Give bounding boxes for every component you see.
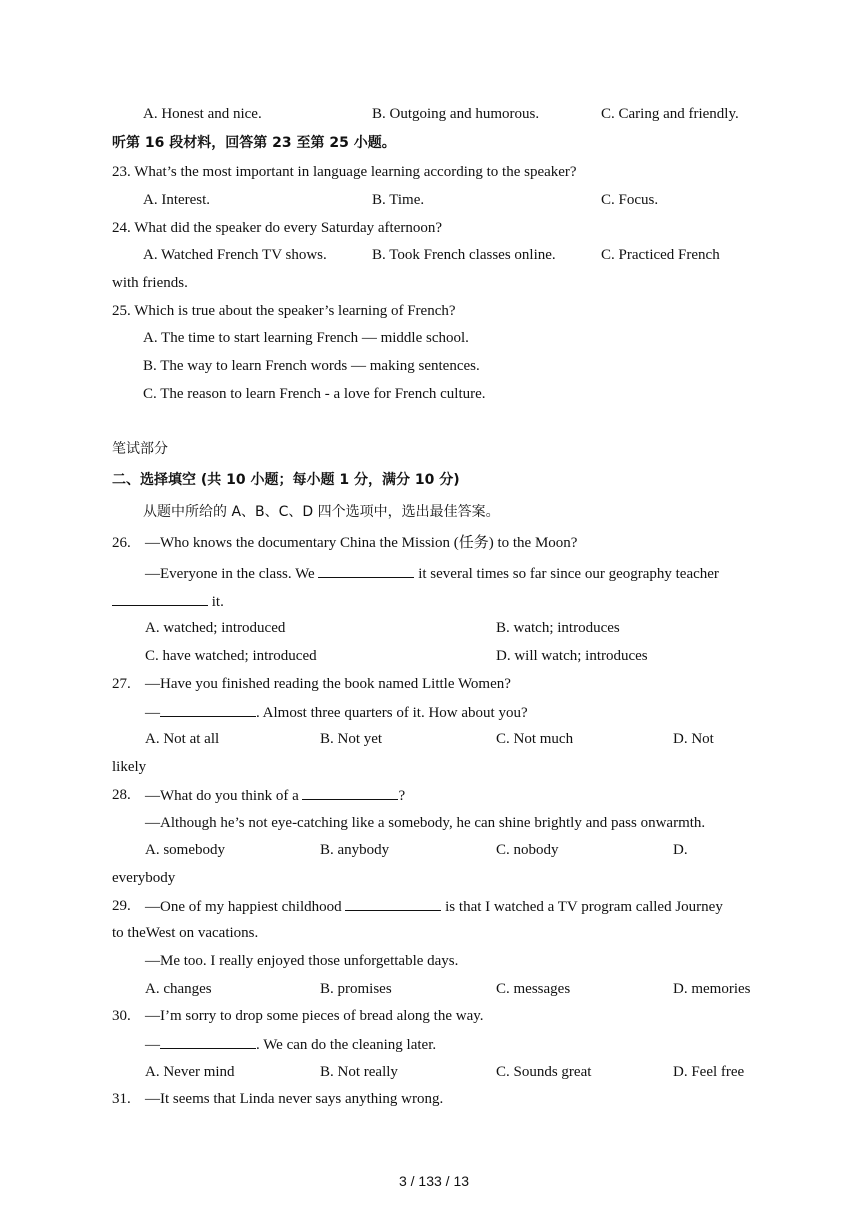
- q26-line2-text: —Everyone in the class. We: [145, 566, 315, 582]
- q30-option-a: A. Never mind: [145, 1064, 235, 1080]
- q29-option-b: B. promises: [320, 981, 392, 997]
- q29-line1-text-b: is that I watched a TV program called Journey: [445, 899, 723, 915]
- section-16-heading: 听第 16 段材料，回答第 23 至第 25 小题。: [112, 135, 396, 151]
- q28-line1-q: ?: [398, 788, 406, 804]
- q24-option-c: C. Practiced French: [601, 247, 720, 263]
- q27-number: 27.: [112, 676, 131, 692]
- q30-option-c: C. Sounds great: [496, 1064, 592, 1080]
- q29-line1: [145, 896, 723, 917]
- q29-option-d: D. memories: [673, 981, 751, 997]
- q26-line1: —Who knows the documentary China the Mission (任务) to the Moon?: [145, 535, 578, 551]
- q25-option-b: B. The way to learn French words — making sentences.: [143, 358, 480, 374]
- answer-blank: [302, 785, 398, 800]
- q27-line1: —Have you finished reading the book named Little Women?: [145, 676, 511, 692]
- q27-line2-text: . Almost three quarters of it. How about you?: [256, 705, 528, 721]
- q27-option-d-cont: likely: [112, 759, 147, 775]
- option-a: A. Honest and nice.: [143, 106, 262, 122]
- option-c: C. Caring and friendly.: [601, 106, 739, 122]
- q29-line2: —Me too. I really enjoyed those unforgettable days.: [145, 953, 459, 969]
- answer-blank: [345, 896, 441, 911]
- q28-line1-text: —What do you think of a: [145, 788, 299, 804]
- q25-stem: 25. Which is true about the speaker’s learning of French?: [112, 303, 456, 319]
- q29-number: 29.: [112, 898, 131, 914]
- q27-option-d: D. Not: [673, 731, 714, 747]
- q27-option-a: A. Not at all: [145, 731, 220, 747]
- q30-option-d: D. Feel free: [673, 1064, 745, 1080]
- q26-line3: [112, 591, 224, 612]
- q23-option-b: B. Time.: [372, 192, 425, 208]
- q24-stem: 24. What did the speaker do every Saturday afternoon?: [112, 220, 443, 236]
- q31-number: 31.: [112, 1091, 131, 1107]
- q30-line2-dash: —: [145, 1037, 160, 1053]
- q27-line2: [145, 702, 528, 723]
- q30-line2: [145, 1034, 436, 1055]
- q26-option-b: B. watch; introduces: [496, 620, 620, 636]
- q29-line1-text: —One of my happiest childhood: [145, 899, 342, 915]
- part2-instructions: 从题中所给的 A、B、C、D 四个选项中，选出最佳答案。: [143, 504, 500, 520]
- q28-line1: [145, 785, 405, 806]
- q23-option-c: C. Focus.: [601, 192, 659, 208]
- q26-option-c: C. have watched; introduced: [145, 648, 317, 664]
- q25-option-a: A. The time to start learning French — middle school.: [143, 330, 469, 346]
- q28-line2: —Although he’s not eye-catching like a somebody, he can shine brightly and pass onwarmth.: [145, 815, 706, 831]
- option-b: B. Outgoing and humorous.: [372, 106, 540, 122]
- q29-option-a: A. changes: [145, 981, 212, 997]
- q28-number: 28.: [112, 787, 131, 803]
- q28-option-d-cont: everybody: [112, 870, 176, 886]
- q24-option-a: A. Watched French TV shows.: [143, 247, 327, 263]
- q26-line3-text: it.: [211, 594, 224, 610]
- q30-option-b: B. Not really: [320, 1064, 398, 1080]
- q26-number: 26.: [112, 535, 131, 551]
- q27-option-c: C. Not much: [496, 731, 574, 747]
- q27-option-b: B. Not yet: [320, 731, 383, 747]
- q26-line2: [145, 563, 719, 584]
- written-section-title: 笔试部分: [112, 441, 168, 457]
- q28-option-b: B. anybody: [320, 842, 390, 858]
- q24-option-b: B. Took French classes online.: [372, 247, 556, 263]
- q30-number: 30.: [112, 1008, 131, 1024]
- page-number: 3 / 133 / 13: [398, 1173, 470, 1189]
- q29-line1-cont: to theWest on vacations.: [112, 925, 259, 941]
- q25-option-c: C. The reason to learn French - a love for French culture.: [143, 386, 486, 402]
- q26-line2-text-b: it several times so far since our geography teacher: [418, 566, 719, 582]
- q30-line1: —I’m sorry to drop some pieces of bread along the way.: [145, 1008, 484, 1024]
- part2-title: 二、选择填空 (共 10 小题；每小题 1 分，满分 10 分): [112, 472, 460, 488]
- q31-line1: —It seems that Linda never says anything wrong.: [145, 1091, 444, 1107]
- answer-blank: [112, 591, 208, 606]
- answer-blank: [160, 702, 256, 717]
- q23-option-a: A. Interest.: [143, 192, 211, 208]
- q28-option-a: A. somebody: [145, 842, 225, 858]
- q23-stem: 23. What’s the most important in language learning according to the speaker?: [112, 164, 577, 180]
- q27-line2-dash: —: [145, 705, 160, 721]
- q24-option-c-cont: with friends.: [112, 275, 188, 291]
- q26-option-a: A. watched; introduced: [145, 620, 286, 636]
- q29-option-c: C. messages: [496, 981, 571, 997]
- q30-line2-text: . We can do the cleaning later.: [256, 1037, 437, 1053]
- q26-option-d: D. will watch; introduces: [496, 648, 648, 664]
- answer-blank: [160, 1034, 256, 1049]
- answer-blank: [318, 563, 414, 578]
- q28-option-c: C. nobody: [496, 842, 559, 858]
- q28-option-d: D.: [673, 842, 688, 858]
